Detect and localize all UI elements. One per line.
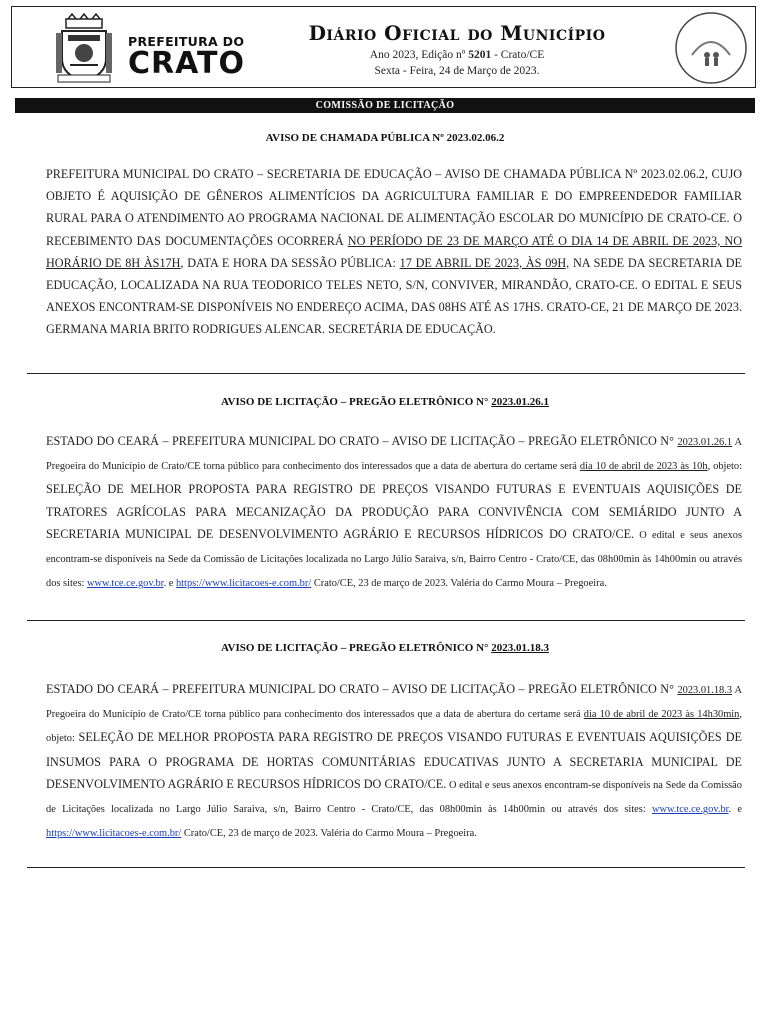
notice1-session-date: 17 DE ABRIL DE 2023, ÀS 09H, [399, 255, 570, 270]
notice1-text-a: PREFEITURA MUNICIPAL DO CRATO – SECRETARIA DE EDUCAÇÃO – AVISO DE CHAMADA PÚBLICA Nº 2023.02.06.2, CUJO OBJETO É AQUISIÇÃO DE GÊNEROS ALIMENTÍCIOS DA AGRICULTURA FAMILIAR E DO EMPREENDEDOR FAMILIAR RURAL PARA O ATENDIMENTO AO PROGRAMA NACIONAL DE ALIMENTAÇÃO ESCOLAR DO MUNICÍPIO DE CRATO-CE. O RECEBIMENTO DAS DOCUMENTAÇÕES OCORRERÁ [46, 167, 742, 248]
edition-suffix: - Crato/CE [491, 49, 545, 61]
tce-link[interactable]: www.tce.ce.gov.br [87, 578, 164, 590]
notice2-number: 2023.01.26.1 [677, 437, 733, 448]
notice2-date: dia 10 de abril de 2023 às 10h [579, 461, 708, 473]
notice3-number: 2023.01.18.3 [677, 685, 733, 696]
notice2-small-d: . e [163, 578, 176, 590]
notice2-title-text: AVISO DE LICITAÇÃO – PREGÃO ELETRÔNICO N° [221, 396, 492, 408]
notice2-small-e: Crato/CE, 23 de março de 2023. Valéria do Carmo Moura – Pregoeira. [311, 578, 607, 590]
notice3-date: dia 10 de abril de 2023 às 14h30min [583, 709, 740, 721]
notice3-small-b: , objeto: [46, 709, 742, 745]
brand-main-text: CRATO [128, 46, 245, 81]
notice2-title-number: 2023.01.26.1 [491, 396, 549, 408]
notice1-title: AVISO DE CHAMADA PÚBLICA Nº 2023.02.06.2 [265, 132, 505, 144]
notice2-caps-b: SELEÇÃO DE MELHOR PROPOSTA PARA REGISTRO DE PREÇOS VISANDO FUTURAS E EVENTUAIS AQUISIÇÕES DE TRATORES AGRÍCOLAS PARA MECANIZAÇÃO DA PRODUÇÃO PARA CONVIVÊNCIA COM SEMIÁRIDO JUNTO A SECRETARIA MUNICIPAL DE DESENVOLVIMENTO AGRÁRIO E RECURSOS HÍDRICOS DO CRATO/CE. [46, 482, 742, 541]
notice3-small-e: Crato/CE, 23 de março de 2023. Valéria do Carmo Moura – Pregoeira. [181, 828, 477, 840]
edition-number: 5201 [468, 49, 492, 61]
notice3-body [46, 678, 742, 845]
notice2-small-a: A Pregoeira do Município de Crato/CE torna público para conhecimento dos interessados que a data de abertura do certame será [46, 437, 742, 473]
brand-top-text: PREFEITURA DO [128, 34, 245, 49]
notice1-text-c: NA SEDE DA SECRETARIA DE EDUCAÇÃO, LOCALIZADA NA RUA TEODORICO TELES NETO, S/N, CONVIVER, MIRANDÃO, CRATO-CE. O EDITAL E SEUS ANEXOS ENCONTRAM-SE DISPONÍVEIS NO ENDEREÇO ACIMA, DAS 08HS ATÉ AS 17HS. CRATO-CE, 21 DE MARÇO DE 2023. GERMANA MARIA BRITO RODRIGUES ALENCAR. SECRETÁRIA DE EDUCAÇÃO. [46, 255, 743, 337]
notice2-small-c: O edital e seus anexos encontram-se disponíveis na Sede da Comissão de Licitações localizada no Largo Júlio Saraiva, s/n, Bairro Centro - Crato/CE, das 08h00min às 14h00min ou através dos sites: [46, 529, 742, 590]
edition-prefix: Ano 2023, Edição nº [369, 49, 469, 61]
tce-link[interactable]: www.tce.ce.gov.br [651, 804, 729, 816]
brand-logo [128, 34, 245, 79]
notice1-period: NO PERÍODO DE 23 DE MARÇO ATÉ O DIA 14 DE ABRIL DE 2023, NO HORÁRIO DE 8H ÀS17H [46, 233, 743, 270]
divider [27, 620, 745, 621]
divider [27, 373, 745, 374]
notice1-text-b: , DATA E HORA DA SESSÃO PÚBLICA: [180, 255, 400, 270]
date-line: Sexta - Feira, 24 de Março de 2023. [374, 65, 540, 77]
licitacoes-link[interactable]: https://www.licitacoes-e.com.br/ [46, 828, 182, 840]
notice3-small-c: O edital e seus anexos encontram-se disponíveis na Sede da Comissão de Licitações localizada no Largo Júlio Saraiva, s/n, Bairro Centro - Crato/CE, das 08h00min às 14h00min ou através dos sites: [46, 779, 742, 816]
notice3-title-number: 2023.01.18.3 [491, 642, 549, 654]
notice1-body [46, 163, 742, 341]
divider [27, 867, 745, 868]
notice2-small-b: , objeto: [707, 461, 743, 473]
notice3-title-text: AVISO DE LICITAÇÃO – PREGÃO ELETRÔNICO N° [221, 642, 492, 654]
notice2-body [46, 430, 742, 595]
notice2-caps-a: ESTADO DO CEARÁ – PREFEITURA MUNICIPAL DO CRATO – AVISO DE LICITAÇÃO – PREGÃO ELETRÔNICO N° [46, 434, 678, 448]
masthead [11, 6, 756, 88]
notice3-small-a: A Pregoeira do Município de Crato/CE torna público para conhecimento dos interessados que a data de abertura do certame será [46, 685, 742, 721]
edition-line [262, 49, 652, 61]
licitacoes-link[interactable]: https://www.licitacoes-e.com.br/ [175, 578, 312, 590]
title-block [262, 21, 652, 77]
section-bar: COMISSÃO DE LICITAÇÃO [15, 98, 755, 113]
coat-of-arms-icon [52, 13, 116, 85]
page-title: Diário Oficial do Município [308, 21, 606, 45]
notice2-title [15, 396, 755, 408]
notice3-title [15, 642, 755, 654]
notice3-caps-a: ESTADO DO CEARÁ – PREFEITURA MUNICIPAL DO CRATO – AVISO DE LICITAÇÃO – PREGÃO ELETRÔNICO N° [46, 682, 678, 696]
unicef-seal-icon [672, 9, 750, 87]
notice3-caps-b: SELEÇÃO DE MELHOR PROPOSTA PARA REGISTRO DE PREÇOS VISANDO FUTURAS E EVENTUAIS AQUISIÇÕES DE INSUMOS PARA O PROGRAMA DE HORTAS COMUNITÁRIAS EDUCATIVAS JUNTO A SECRETARIA MUNICIPAL DE DESENVOLVIMENTO AGRÁRIO E RECURSOS HÍDRICOS DO CRATO/CE. [46, 730, 742, 791]
notice3-small-d: . e [728, 804, 742, 816]
